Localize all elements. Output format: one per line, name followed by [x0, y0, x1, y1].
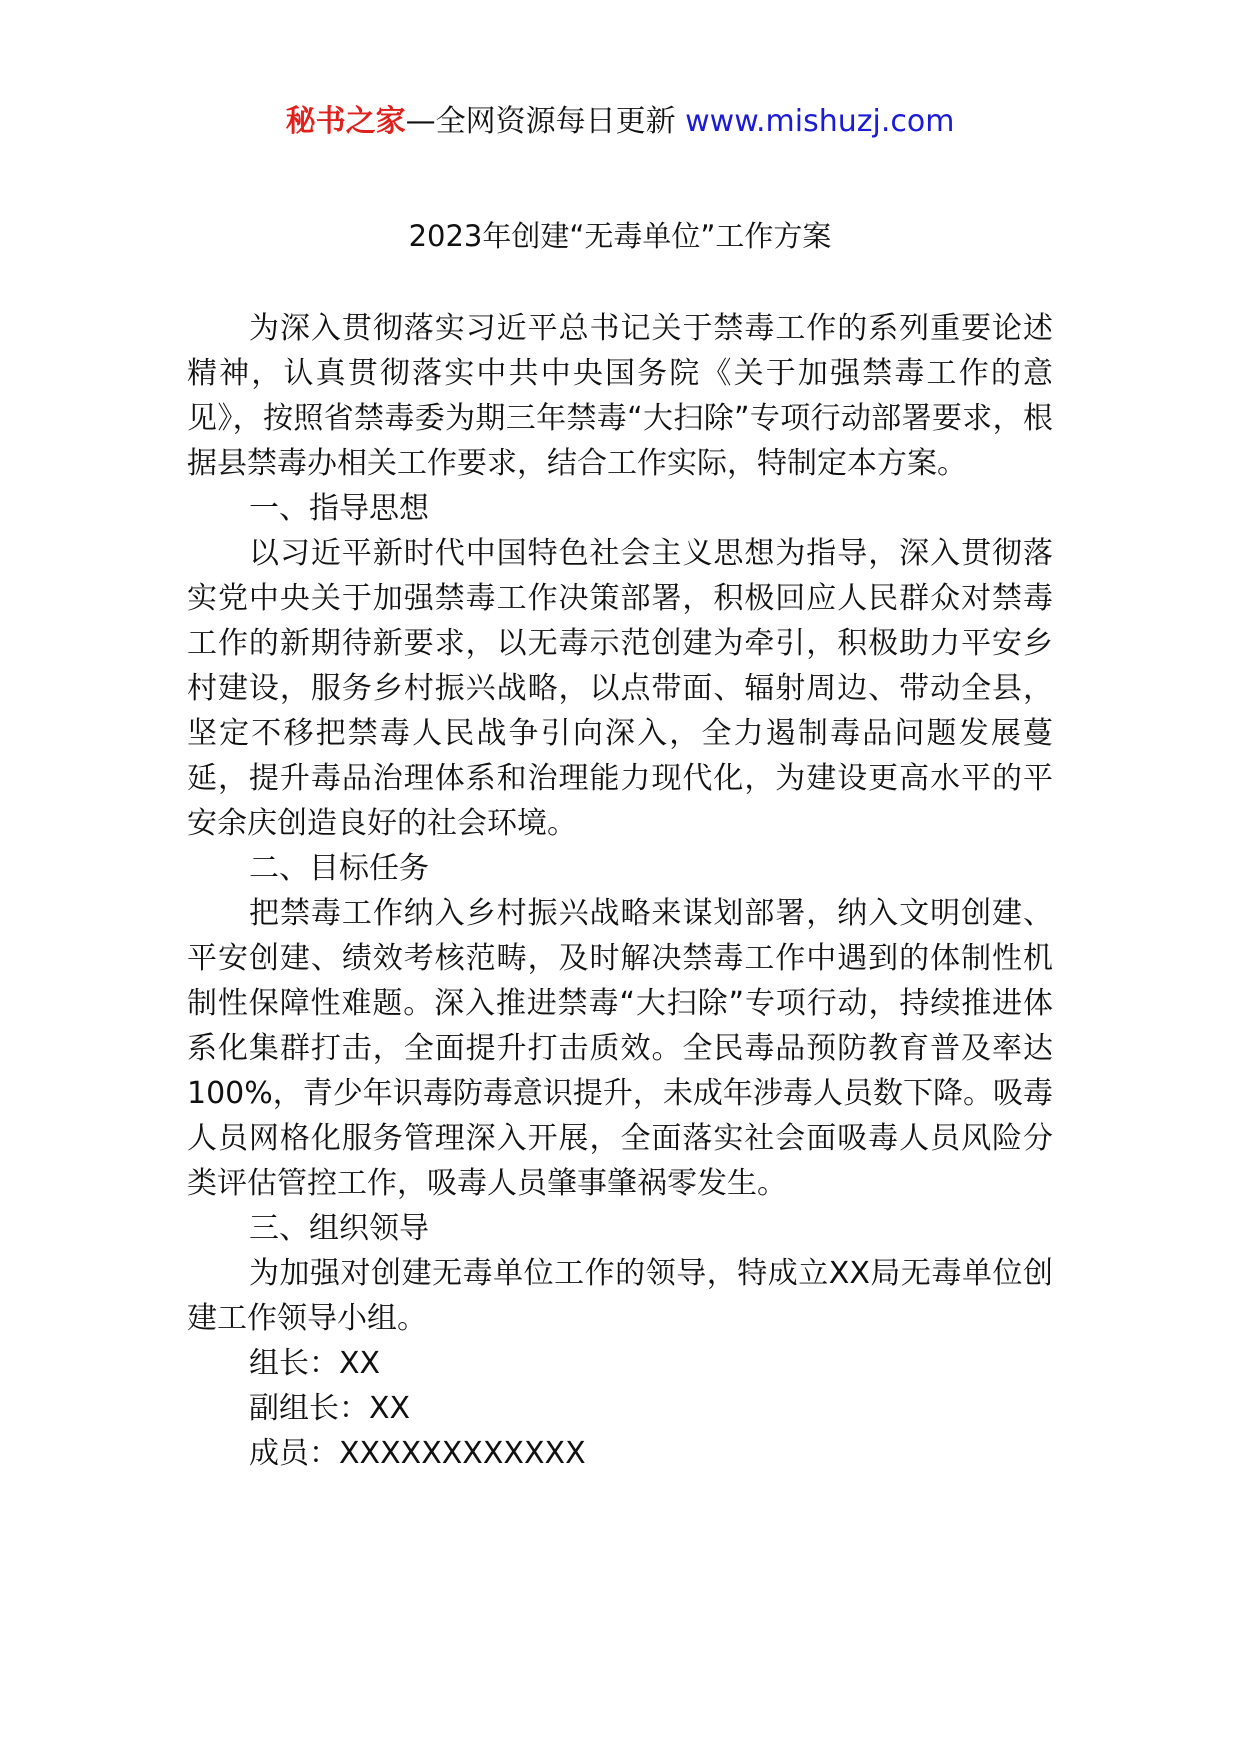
document-body: [187, 306, 1053, 1476]
members-line: 成员：XXXXXXXXXXXX: [249, 1436, 586, 1471]
header-tagline: —全网资源每日更新: [405, 104, 676, 139]
section-heading-goals: 二、目标任务: [249, 851, 429, 886]
section-heading-guiding-ideology: 一、指导思想: [249, 491, 429, 526]
document-title: 2023年创建“无毒单位”工作方案: [408, 219, 832, 253]
brand-name: 秘书之家: [285, 104, 406, 139]
guiding-ideology-paragraph: 以习近平新时代中国特色社会主义思想为指导，深入贯彻落实党中央关于加强禁毒工作决策部署，积极回应人民群众对禁毒工作的新期待新要求，以无毒示范创建为牵引，积极助力平安乡村建设，服务乡村振兴战略，以点带面、辐射周边、带动全县，坚定不移把禁毒人民战争引向深入，全力遏制毒品问题发展蔓延，提升毒品治理体系和治理能力现代化，为建设更高水平的平安余庆创造良好的社会环境。: [187, 536, 1053, 841]
site-header: [0, 100, 1240, 144]
team-leader-line: 组长：XX: [249, 1346, 381, 1381]
goals-paragraph: 把禁毒工作纳入乡村振兴战略来谋划部署，纳入文明创建、平安创建、绩效考核范畴，及时解决禁毒工作中遇到的体制性机制性保障性难题。深入推进禁毒“大扫除”专项行动，持续推进体系化集群打击，全面提升打击质效。全民毒品预防教育普及率达100%，青少年识毒防毒意识提升，未成年涉毒人员数下降。吸毒人员网格化服务管理深入开展，全面落实社会面吸毒人员风险分类评估管控工作，吸毒人员肇事肇祸零发生。: [187, 896, 1053, 1201]
deputy-leader-line: 副组长：XX: [249, 1391, 411, 1426]
organization-paragraph: 为加强对创建无毒单位工作的领导，特成立XX局无毒单位创建工作领导小组。: [187, 1256, 1053, 1336]
section-heading-organization: 三、组织领导: [249, 1211, 429, 1246]
site-url-link[interactable]: www.mishuzj.com: [685, 104, 955, 139]
intro-paragraph: 为深入贯彻落实习近平总书记关于禁毒工作的系列重要论述精神，认真贯彻落实中共中央国务院《关于加强禁毒工作的意见》，按照省禁毒委为期三年禁毒“大扫除”专项行动部署要求，根据县禁毒办相关工作要求，结合工作实际，特制定本方案。: [187, 311, 1053, 481]
